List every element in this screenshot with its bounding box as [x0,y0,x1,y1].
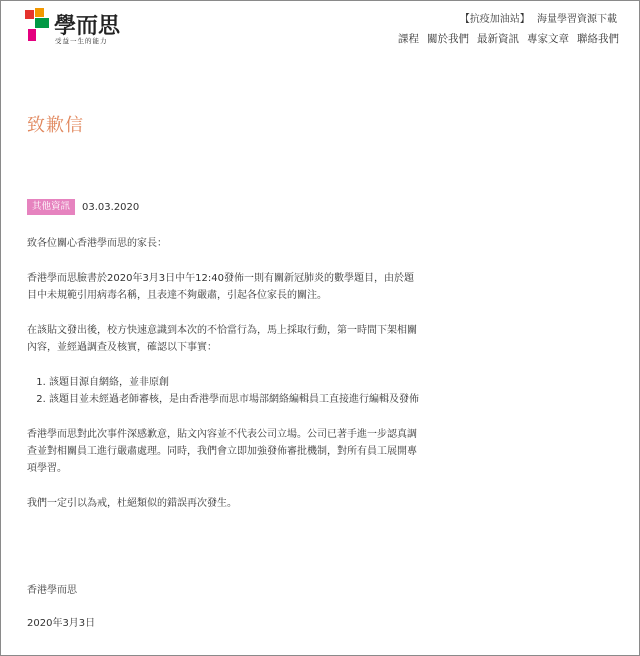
publish-date: 03.03.2020 [82,201,140,213]
page-title: 致歉信 [27,115,84,136]
facts-list [27,374,422,408]
article-meta [27,199,139,215]
nav-item-courses[interactable]: 課程 [398,33,419,45]
greeting: 致各位關心香港學而思的家長： [27,238,167,249]
logo-mark-icon [25,8,51,42]
site-logo[interactable] [25,8,165,44]
paragraph-2: 在該貼文發出後，校方快速意識到本次的不恰當行為，馬上採取行動，第一時間下架相關內容，並經過調查及核實，確認以下事實： [27,325,417,353]
list-item: 1. 該題目源自網絡，並非原創 [49,374,422,391]
category-tag[interactable]: 其他資訊 [27,199,75,215]
main-nav [398,31,619,46]
list-item: 2. 該題目並未經過老師審核，是由香港學而思市場部網絡編輯員工直接進行編輯及發佈 [49,391,422,408]
nav-item-about[interactable]: 關於我們 [427,33,469,45]
logo-name: 學而思 [54,14,121,39]
anti-epidemic-link[interactable]: 【抗疫加油站】 [459,14,530,25]
nav-item-news[interactable]: 最新資訊 [477,33,519,45]
logo-slogan: 受益一生的能力 [55,37,108,45]
paragraph-3: 香港學而思對此次事件深感歉意，貼文內容並不代表公司立場。公司已著手進一步認真調查並對相關員工進行嚴肅處理。同時，我們會立即加強發佈審批機制，對所有員工展開專項學習。 [27,429,417,474]
resource-download-link[interactable]: 海量學習資源下載 [537,14,617,25]
signature: 香港學而思 [27,585,77,596]
paragraph-4: 我們一定引以為戒，杜絕類似的錯誤再次發生。 [27,498,237,509]
signature-date: 2020年3月3日 [27,618,96,629]
article-body [27,235,422,530]
nav-item-contact[interactable]: 聯絡我們 [577,33,619,45]
nav-item-articles[interactable]: 專家文章 [527,33,569,45]
paragraph-1: 香港學而思臉書於2020年3月3日中午12:40發佈一則有關新冠肺炎的數學題目，由於題目中未規範引用病毒名稱，且表達不夠嚴肅，引起各位家長的關注。 [27,273,414,301]
top-links [456,10,617,25]
